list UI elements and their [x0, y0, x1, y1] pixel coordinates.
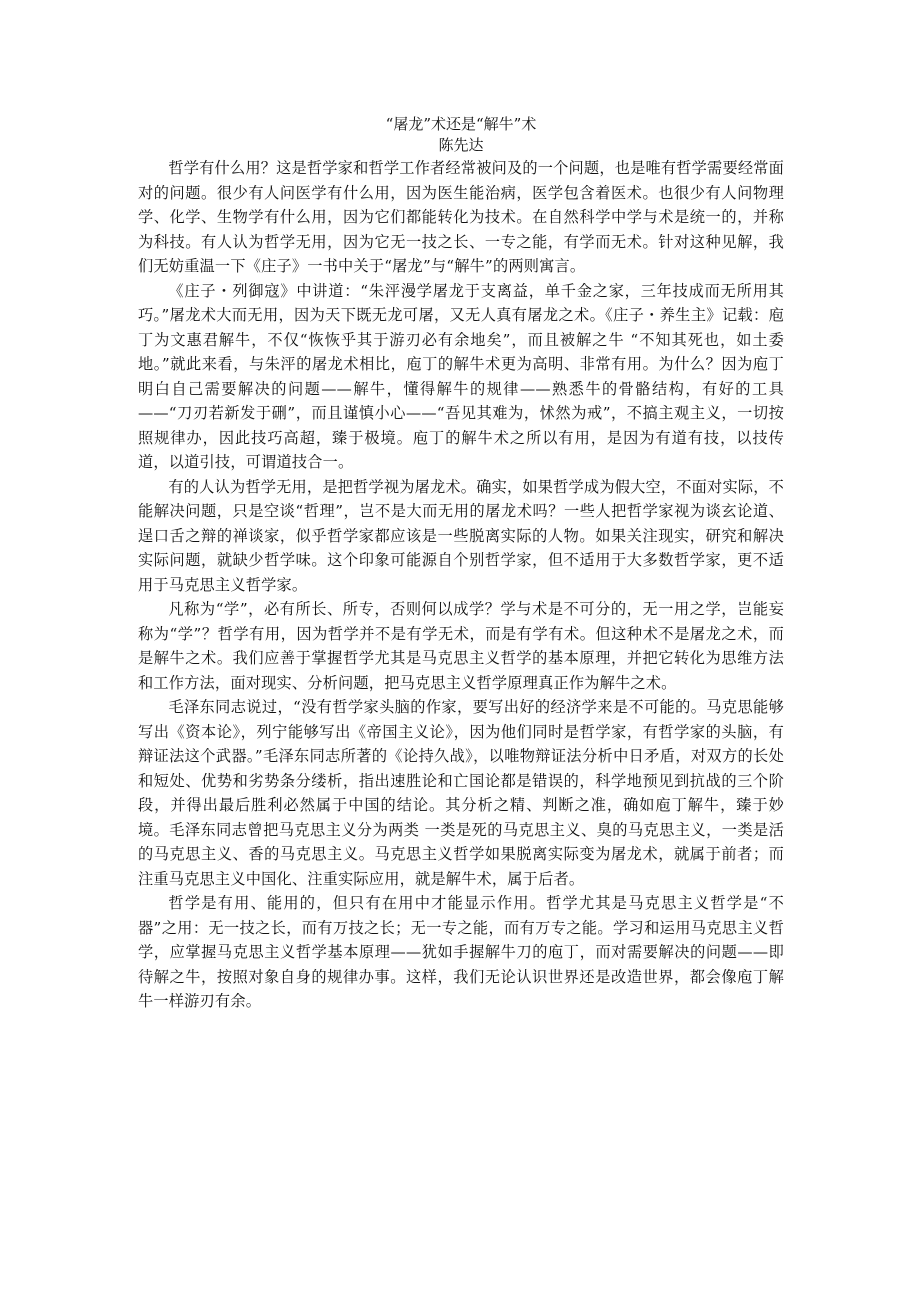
paragraph-6: 哲学是有用、能用的，但只有在用中才能显示作用。哲学尤其是马克思主义哲学是“不器”之用：无一技之长，而有万技之长；无一专之能，而有万专之能。学习和运用马克思主义哲学，应掌握马克思主义哲学基本原理——犹如手握解牛刀的庖丁，而对需要解决的问题——即待解之牛，按照对象自身的规律办事。这样，我们无论认识世界还是改造世界，都会像庖丁解牛一样游刃有余。	[138, 894, 784, 1010]
paragraph-5: 毛泽东同志说过，“没有哲学家头脑的作家，要写出好的经济学来是不可能的。马克思能够写出《资本论》，列宁能够写出《帝国主义论》，因为他们同时是哲学家，有哲学家的头脑，有辩证法这个武器。”毛泽东同志所著的《论持久战》，以唯物辩证法分析中日矛盾，对双方的长处和短处、优势和劣势条分缕析，指出速胜论和亡国论都是错误的，科学地预见到抗战的三个阶段，并得出最后胜利必然属于中国的结论。其分析之精、判断之准，确如庖丁解牛，臻于妙境。毛泽东同志曾把马克思主义分为两类 一类是死的马克思主义、臭的马克思主义，一类是活的马克思主义、香的马克思主义。马克思主义哲学如果脱离实际变为屠龙术，就属于前者；而注重马克思主义中国化、注重实际应用，就是解牛术，属于后者。	[138, 698, 784, 888]
article	[138, 114, 784, 1014]
paragraph-1: 哲学有什么用？这是哲学家和哲学工作者经常被问及的一个问题，也是唯有哲学需要经常面对的问题。很少有人问医学有什么用，因为医生能治病，医学包含着医术。也很少有人问物理学、化学、生物学有什么用，因为它们都能转化为技术。在自然科学中学与术是统一的，并称为科技。有人认为哲学无用，因为它无一技之长、一专之能，有学而无术。针对这种见解，我们无妨重温一下《庄子》一书中关于“屠龙”与“解牛”的两则寓言。	[138, 159, 784, 275]
paragraph-3: 有的人认为哲学无用，是把哲学视为屠龙术。确实，如果哲学成为假大空，不面对实际，不能解决问题，只是空谈“哲理”，岂不是大而无用的屠龙术吗？一些人把哲学家视为谈玄论道、逞口舌之辩的禅谈家，似乎哲学家都应该是一些脱离实际的人物。如果关注现实，研究和解决实际问题，就缺少哲学味。这个印象可能源自个别哲学家，但不适用于大多数哲学家，更不适用于马克思主义哲学家。	[138, 477, 784, 594]
article-title: “屠龙”术还是“解牛”术	[385, 115, 537, 133]
paragraph-4: 凡称为“学”，必有所长、所专，否则何以成学？学与术是不可分的，无一用之学，岂能妄称为“学”？哲学有用，因为哲学并不是有学无术，而是有学有术。但这种术不是屠龙之术，而是解牛之术。我们应善于掌握哲学尤其是马克思主义哲学的基本原理，并把它转化为思维方法和工作方法，面对现实、分析问题，把马克思主义哲学原理真正作为解牛之术。	[138, 600, 784, 692]
paragraph-2: 《庄子・列御寇》中讲道：“朱泙漫学屠龙于支离益，单千金之家，三年技成而无所用其巧。”屠龙术大而无用，因为天下既无龙可屠，又无人真有屠龙之术。《庄子・养生主》记载：庖丁为文惠君解牛，不仅“恢恢乎其于游刃必有余地矣”，而且被解之牛 “不知其死也，如土委地。”就此来看，与朱泙的屠龙术相比，庖丁的解牛术更为高明、非常有用。为什么？因为庖丁明白自己需要解决的问题——解牛，懂得解牛的规律——熟悉牛的骨骼结构，有好的工具——“刀刃若新发于硎”，而且谨慎小心——“吾见其难为，怵然为戒”，不搞主观主义，一切按照规律办，因此技巧高超，臻于极境。庖丁的解牛术之所以有用，是因为有道有技，以技传道，以道引技，可谓道技合一。	[138, 281, 784, 471]
article-author: 陈先达	[438, 136, 484, 154]
